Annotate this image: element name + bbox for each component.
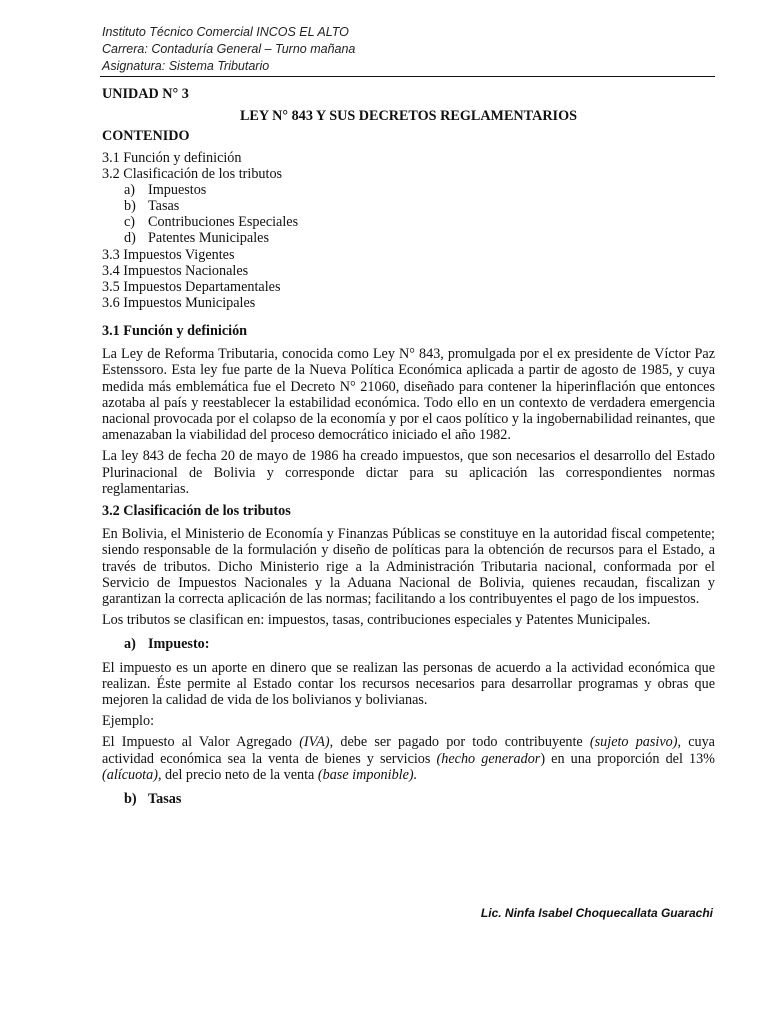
- paragraph: La ley 843 de fecha 20 de mayo de 1986 ha creado impuestos, que son necesarios el desarrollo del Estado Plurinacional de Bolivia y corresponde dictar para su aplicación las correspondientes normas reglamentarias.: [102, 448, 715, 497]
- toc-item: 3.5 Impuestos Departamentales: [102, 278, 281, 295]
- example-term: (hecho generador: [436, 750, 541, 767]
- toc-item: 3.3 Impuestos Vigentes: [102, 246, 235, 263]
- toc-item: 3.1 Función y definición: [102, 150, 242, 166]
- paragraph: El impuesto es un aporte en dinero que se realizan las personas de acuerdo a la actividad económica que realizan. Éste permite al Estado contar los recursos necesarios para desarrollar programas y obras que mejoren la calidad de vida de los bolivianos y bolivianas.: [102, 659, 715, 708]
- example-text: El Impuesto al Valor Agregado: [102, 734, 300, 751]
- toc-item: 3.2 Clasificación de los tributos: [102, 166, 283, 183]
- toc-subitem-label: Contribuciones Especiales: [148, 214, 299, 231]
- item-letter: a): [124, 636, 136, 653]
- document-header: [102, 24, 355, 75]
- subsection-heading-tasas: [102, 791, 715, 807]
- header-institution: Instituto Técnico Comercial INCOS EL ALTO: [102, 25, 349, 39]
- toc-subitem: [102, 198, 715, 214]
- section-heading-3-1: 3.1 Función y definición: [102, 322, 248, 339]
- contents-heading: CONTENIDO: [102, 128, 190, 144]
- document-body: [102, 84, 715, 807]
- header-career: Carrera: Contaduría General – Turno mañana: [102, 42, 356, 56]
- example-term: (sujeto pasivo): [589, 734, 678, 751]
- table-of-contents: [102, 150, 715, 311]
- item-letter: b): [124, 791, 137, 808]
- item-title-label: Tasas: [148, 791, 182, 808]
- toc-letter: d): [124, 230, 136, 247]
- item-title-label: Impuesto:: [148, 636, 210, 653]
- section-heading-3-2: 3.2 Clasificación de los tributos: [102, 502, 291, 519]
- paragraph: En Bolivia, el Ministerio de Economía y Finanzas Públicas se constituye en la autoridad fiscal competente; siendo responsable de la formulación y diseño de políticas para la obtención de recursos para el Estado, a través de tributos. Dicho Ministerio rige a la Administración Tributaria nacional, conformada por el Servicio de Impuestos Nacionales y la Aduana Nacional de Bolivia, quienes recaudan, fiscalizan y garantizan la correcta aplicación de las normas; facilitando a los contribuyentes el pago de los impuestos.: [102, 526, 715, 607]
- toc-item: 3.4 Impuestos Nacionales: [102, 262, 249, 279]
- header-subject: Asignatura: Sistema Tributario: [102, 59, 270, 73]
- paragraph: La Ley de Reforma Tributaria, conocida como Ley N° 843, promulgada por el ex presidente de Víctor Paz Estenssoro. Esta ley fue parte de la Nueva Política Económica aplicada a partir de agosto de 1985, y cuya medida más emblemática fue el Decreto N° 21060, diseñado para contener la hiperinflación que entonces azotaba al país y reestablecer la estabilidad económica. Todo ello en un contexto de verdadera emergencia nacional provocada por el colapso de la economía y por el caos político y la ingobernabilidad reinantes, que amenazaban la viabilidad del proceso democrático iniciado el año 1982.: [102, 346, 715, 444]
- toc-subitem: [102, 182, 715, 198]
- example-text: ) en una proporción del 13%: [540, 750, 715, 767]
- example-label: Ejemplo:: [102, 713, 155, 730]
- toc-subitem-label: Patentes Municipales: [148, 230, 269, 247]
- toc-item: 3.6 Impuestos Municipales: [102, 294, 256, 311]
- example-text: , debe ser pagado por todo contribuyente: [329, 734, 590, 751]
- unit-heading: UNIDAD N° 3: [102, 86, 189, 102]
- header-divider: [100, 76, 715, 77]
- paragraph: Los tributos se clasifican en: impuestos, tasas, contribuciones especiales y Patentes Municipales.: [102, 612, 651, 629]
- law-title: LEY N° 843 Y SUS DECRETOS REGLAMENTARIOS: [239, 108, 578, 124]
- toc-letter: c): [124, 214, 136, 231]
- example-term: (alícuota): [102, 766, 158, 783]
- author-footer: Lic. Ninfa Isabel Choquecallata Guarachi: [480, 906, 713, 920]
- example-text: , del precio neto de la venta: [157, 766, 318, 783]
- example-term: (IVA): [299, 734, 330, 751]
- toc-subitem-label: Impuestos: [148, 182, 207, 199]
- toc-subitem: [102, 230, 715, 246]
- subsection-heading-impuesto: [102, 636, 715, 652]
- toc-subitem-label: Tasas: [148, 198, 180, 215]
- example-text: , cuya actividad económica sea la venta de bienes y servicios: [102, 734, 715, 767]
- toc-letter: b): [124, 198, 136, 215]
- toc-letter: a): [124, 182, 136, 199]
- toc-subitem: [102, 214, 715, 230]
- example-term: (base imponible).: [317, 766, 418, 783]
- example-paragraph: [102, 734, 715, 783]
